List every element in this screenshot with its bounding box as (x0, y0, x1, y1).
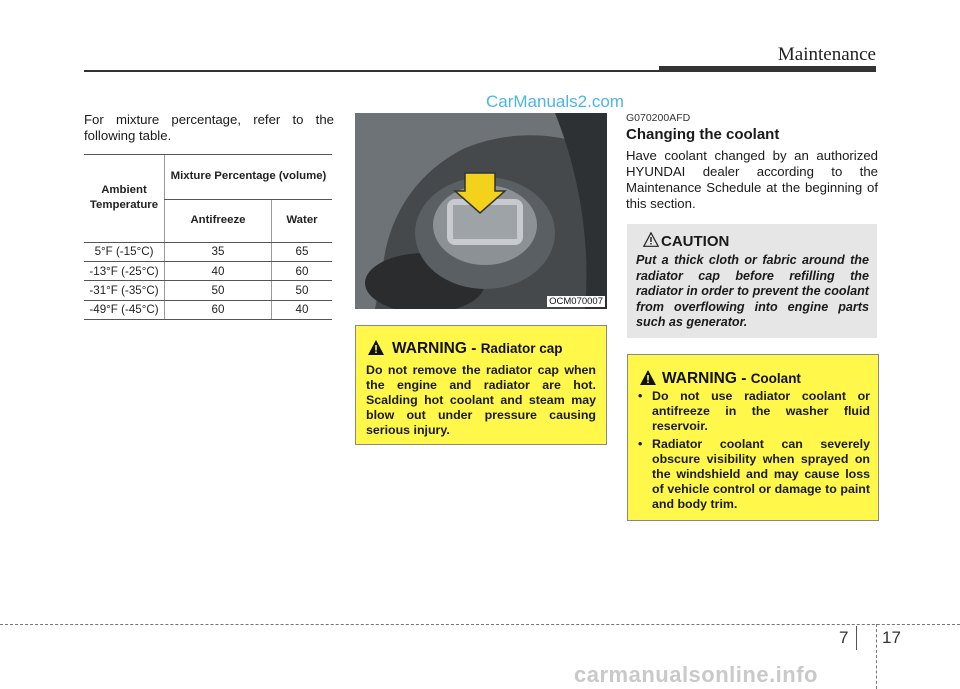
warning-icon (640, 370, 656, 390)
chapter-number: 7 (839, 628, 849, 647)
warning-title: WARNING - Coolant (662, 370, 801, 387)
cell-temp: -13°F (-25°C) (84, 261, 165, 280)
header-mixture-percentage: Mixture Percentage (volume) (165, 155, 333, 200)
warning-title: WARNING - Radiator cap (392, 340, 563, 357)
radiator-cap-illustration (355, 113, 607, 309)
section-title: Maintenance (777, 44, 876, 65)
cell-water: 60 (271, 261, 332, 280)
cell-antifreeze: 50 (165, 281, 272, 300)
header-ambient-temperature: Ambient Temperature (84, 155, 165, 243)
list-item: • Radiator coolant can severely obscure visibility when sprayed on the windshield and may cause loss of vehicle control or damage to paint and body trim. (638, 437, 870, 511)
table-row (84, 300, 332, 319)
warning-text: Do not remove the radiator cap when the engine and radiator are hot. Scalding hot coolant and steam may blow out under pressure causing serious injury. (366, 363, 596, 437)
cell-antifreeze: 40 (165, 261, 272, 280)
footer-crop-mark (876, 624, 877, 689)
warning-coolant (627, 354, 879, 521)
header-water: Water (271, 199, 332, 242)
cell-temp: 5°F (-15°C) (84, 242, 165, 261)
caution-box (627, 224, 877, 338)
cell-temp: -31°F (-35°C) (84, 281, 165, 300)
cell-antifreeze: 60 (165, 300, 272, 319)
header-rule (84, 70, 659, 72)
section-code: G070200AFD (626, 112, 691, 124)
cell-temp: -49°F (-45°C) (84, 300, 165, 319)
cell-water: 50 (271, 281, 332, 300)
section-body: Have coolant changed by an authorized HYUNDAI dealer according to the Maintenance Schedule at the beginning of this section. (626, 148, 878, 211)
table-row (84, 281, 332, 300)
caution-icon (643, 232, 659, 252)
header-rule-thick (659, 66, 876, 72)
warning-icon (368, 340, 384, 360)
cell-water: 65 (271, 242, 332, 261)
header-antifreeze: Antifreeze (165, 199, 272, 242)
list-item: • Do not use radiator coolant or antifreeze in the washer fluid reservoir. (638, 389, 870, 433)
caution-text: Put a thick cloth or fabric around the radiator cap before refilling the radiator in order to prevent the coolant from overflowing into engine parts such as generator. (636, 253, 869, 329)
mixture-table (84, 154, 332, 320)
image-code: OCM070007 (549, 296, 603, 307)
radiator-cap-photo (355, 113, 607, 309)
warning-radiator-cap (355, 325, 607, 445)
caution-title: CAUTION (661, 233, 730, 250)
table-row (84, 242, 332, 261)
intro-text: For mixture percentage, refer to the following table. (84, 112, 334, 143)
table-row (84, 261, 332, 280)
cell-antifreeze: 35 (165, 242, 272, 261)
cell-water: 40 (271, 300, 332, 319)
section-heading: Changing the coolant (626, 126, 780, 143)
page-separator (856, 626, 857, 650)
footer-rule (0, 624, 960, 625)
page-number: 17 (882, 628, 901, 647)
warning-list (638, 389, 870, 512)
watermark: CarManuals2.com (486, 92, 624, 111)
footer-watermark: carmanualsonline.info (574, 662, 818, 687)
